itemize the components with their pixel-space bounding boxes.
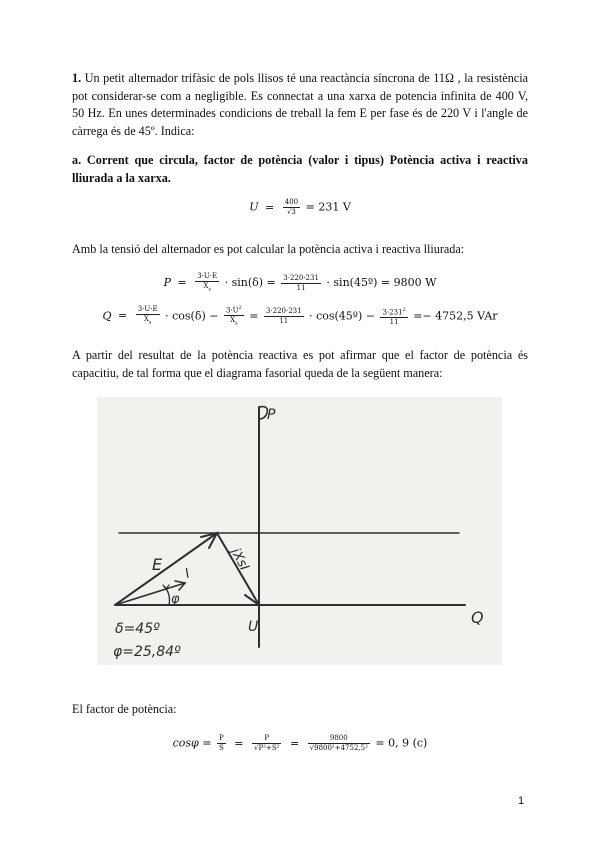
eq-pf-result: = 0, 9 (c) [375,736,428,750]
eq-p-equals: = [177,276,187,290]
eq-pf-frac1-num: P [217,734,226,744]
equation-q [0,304,600,329]
eq-u-rhs: = 231 V [305,200,351,214]
eq-p-frac1 [195,272,219,294]
page-number: 1 [518,795,525,807]
eq-q-mid1: · cos(δ) − [165,309,219,323]
eq-u-lhs: U [249,200,259,214]
phasor-diagram [97,397,502,665]
text-capacitive: A partir del resultat de la potència reactiva es pot afirmar que el factor de potència és capacitiu, de tal forma que el diagrama fasorial queda de la següent manera: [72,348,528,380]
eq-p-lhs: P [163,276,171,290]
eq-q-frac2-den-x: X [230,316,236,325]
axis-p-label: P [267,407,276,423]
eq-q-frac1-den-sub: s [148,319,152,326]
eq-u-num: 400 [284,198,299,206]
eq-u-equals: = [265,200,275,214]
phasor-diagram-photo [97,397,502,665]
eq-q-frac4-den: 11 [389,318,399,327]
part-a-heading: a. Corrent que circula, factor de potència (valor i tipus) Potència activa i reactiva lliurada a la xarxa. [72,153,528,185]
eq-q-frac3-num: 3·220·231 [265,306,302,315]
problem-statement [72,70,528,140]
eq-pf-frac2-num: P [252,734,281,744]
eq-q-frac1-num: 3·U·E [137,305,158,314]
text-power-intro: Amb la tensió del alternador es pot calcular la potència activa i reactiva lliurada: [72,242,465,256]
phi-angle-label: φ [171,592,180,607]
eq-p-frac2 [281,274,321,293]
phi-note: φ=25,84º [113,644,181,660]
eq-u-den: √3 [286,208,296,216]
eq-pf-frac1-den: S [218,744,224,752]
eq-p-frac1-den-sub: s [208,286,211,293]
eq-q-frac1-den [136,315,160,327]
eq-q-tail: =− 4752,5 VAr [413,309,498,323]
eq-q-frac2-den-sub: s [235,320,238,327]
eq-q-frac3 [264,307,304,326]
vec-jxsi-label: jXsI [227,545,252,574]
equation-u [0,198,600,217]
eq-q-frac4-num-sup: 2 [402,306,406,313]
vec-e-label: E [152,555,163,574]
eq-pf-lhs: cosφ = [172,736,212,750]
eq-pf-frac2-den: √P²+S² [253,744,280,752]
delta-note: δ=45º [115,621,160,637]
eq-pf-frac1 [217,734,226,753]
vec-i-label: I [183,566,192,582]
eq-q-frac2-den [224,316,244,328]
equation-p [0,272,600,294]
eq-p-frac1-den [195,282,219,294]
vec-u-label: U [248,619,259,635]
eq-q-equals: = [117,309,128,323]
eq-p-frac2-num: 3·220·231 [283,273,319,282]
eq-pf-frac3 [308,734,370,753]
eq-q-frac1-den-x: X [143,315,149,324]
eq-p-mid2: · sin(45º) = 9800 W [326,276,437,290]
eq-p-frac1-den-x: X [203,282,209,290]
e-vector-line [115,533,217,605]
equation-power-factor [0,734,600,753]
eq-p-mid1: · sin(δ) = [224,276,276,290]
eq-q-mid2: = [249,309,259,323]
eq-q-lhs: Q [102,309,112,323]
eq-p-frac2-den: 11 [296,283,306,292]
eq-q-frac3-den: 11 [279,316,289,325]
eq-q-mid3: · cos(45º) − [309,309,375,323]
problem-text: Un petit alternador trifàsic de pols llisos té una reactància síncrona de 11Ω , la resistència pot considerar-se com a negligible. Es connectat a una xarxa de potencia infinita de 400 V, 50 Hz. En unes determinades condicions de treball la fem E per fase és de 220 V i l'angle de càrrega és de 45º. Indica: [72,71,529,138]
eq-pf-frac3-den: √9800²+4752,5² [309,744,368,752]
eq-pf-frac2 [252,734,281,753]
eq-q-frac2 [224,304,244,329]
eq-q-frac4 [380,306,407,327]
eq-pf-equals1: = [234,736,244,750]
text-power-factor: El factor de potència: [72,702,177,716]
problem-number: 1. [72,71,82,85]
eq-pf-frac3-num: 9800 [308,734,370,744]
eq-q-frac2-num-sup: 2 [238,305,242,311]
eq-pf-equals2: = [289,736,300,750]
eq-u-fraction [283,198,300,217]
eq-q-frac4-num-base: 3·231 [382,308,403,317]
eq-p-frac1-num: 3·U·E [197,272,218,280]
axis-q-label: Q [471,608,484,627]
eq-q-frac4-num [380,306,407,318]
eq-q-frac2-num-base: 3·U [225,306,239,315]
eq-q-frac2-num [224,304,244,316]
eq-q-frac1 [136,305,160,327]
